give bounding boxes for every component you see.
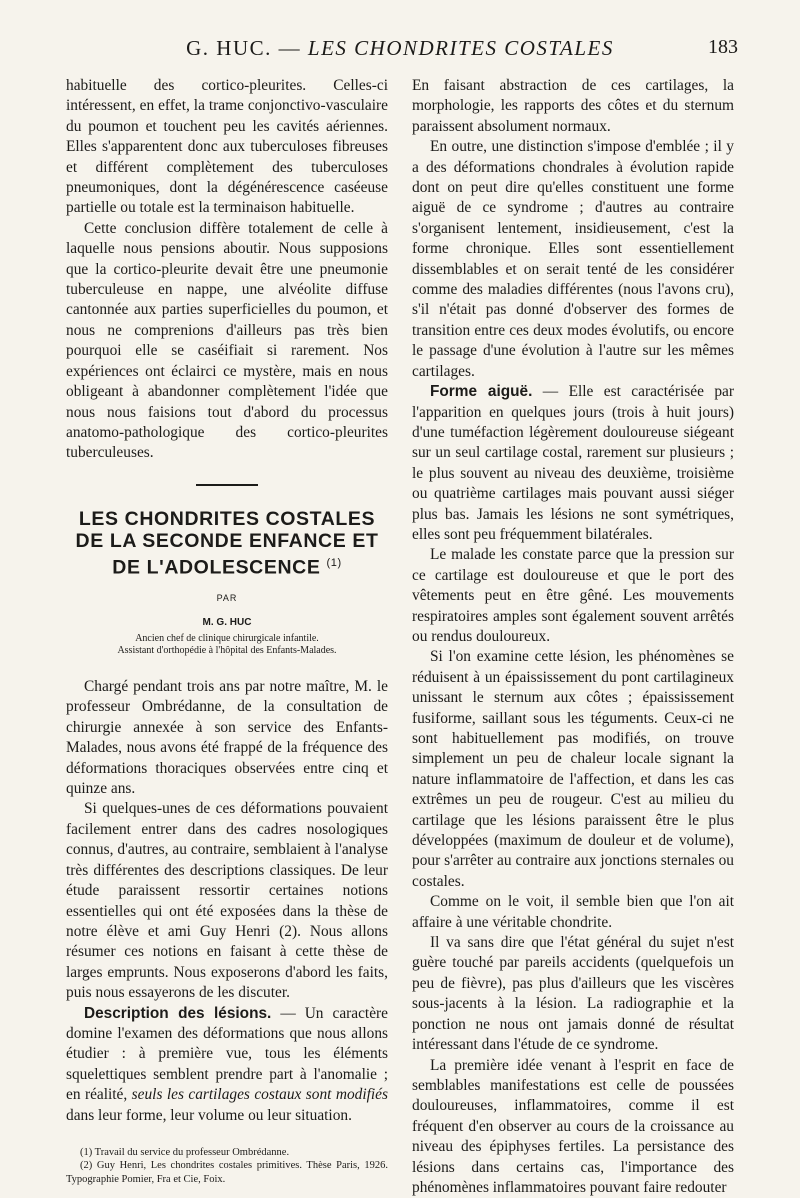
article-author: M. G. HUC: [66, 613, 388, 633]
left-paragraph-2: Cette conclusion diffère totalement de celle à laquelle nous pensions aboutir. Nous supposions que la cortico-pleurite devait être une pneumonie tuberculeuse en nappe, une alvéolite diffuse cantonnée aux parties superficielles du poumon, et nous ne comprenions d'ailleurs pas très bien pourquoi elle se caséifiait si rarement. Nos expériences ont éclairci ce mystère, mais en nous obligeant à abandonner complètement l'idée que nous nous faisions tout d'abord du processus anatomo-pathologique des cortico-pleurites tuberculeuses.: [66, 219, 388, 464]
right-paragraph-6: Comme on le voit, il semble bien que l'on ait affaire à une véritable chondrite.: [412, 892, 734, 933]
footnote-2: (2) Guy Henri, Les chondrites costales primitives. Thèse Paris, 1926. Typographie Pomier, Fra et Cie, Foix.: [66, 1159, 388, 1186]
right-paragraph-3: Forme aiguë. — Elle est caractérisée par l'apparition en quelques jours (trois à huit jours) d'une tuméfaction légèrement douloureuse siégeant sur un seul cartilage costal, rarement sur plusieurs ; le plus souvent au niveau des deuxième, troisième ou quatrième cartilages mais pouvant aussi siéger plus bas. Jamais les lésions ne sont symétriques, elles sont peu fréquemment bilatérales.: [412, 382, 734, 545]
left-paragraph-4: Si quelques-unes de ces déformations pouvaient facilement entrer dans des cadres nosologiques connus, d'autres, au contraire, semblaient à l'analyse très différentes des descriptions classiques. De leur étude paraissent ressortir certaines notions essentielles qui ont été exposées dans la thèse de notre élève et ami Guy Henri (2). Nous allons résumer ces notions en faisant à cette thèse de larges emprunts. Nous exposerons d'abord les faits, puis nous essayerons de les discuter.: [66, 799, 388, 1003]
author-affiliation-1: Ancien chef de clinique chirurgicale infantile.: [66, 633, 388, 645]
header-author: G. HUC.: [186, 36, 272, 60]
running-header: [66, 36, 734, 70]
article-title-footnote-ref: (1): [326, 557, 341, 569]
footnote-1: (1) Travail du service du professeur Ombrédanne.: [66, 1146, 388, 1159]
article-title: [66, 508, 388, 579]
right-paragraph-5: Si l'on examine cette lésion, les phénomènes se réduisent à un épaississement du pont cartilagineux unissant le sternum aux côtes ; épaississement fusiforme, saillant sous les téguments. Ceux-ci ne sont habituellement pas modifiés, on trouve simplement un peu de chaleur locale signant la nature inflammatoire de l'affection, et dans les cas extrêmes un peu de rougeur. C'est au milieu du cartilage que les lésions paraissent être le plus développées (maximum de douleur et de volume), pour s'arrêter au contraire aux jonctions sternales ou costales.: [412, 647, 734, 892]
description-heading: Description des lésions.: [84, 1005, 271, 1022]
header-dash: —: [272, 36, 308, 60]
left-paragraph-1: habituelle des cortico-pleurites. Celles-ci intéressent, en effet, la trame conjonctivo-vasculaire du poumon et touchent peu les cavités aériennes. Elles s'apparentent donc aux tuberculoses fibreuses et différent complètement des tuberculoses pneumoniques, dont la dégénérescence caséeuse partielle ou totale est la terminaison habituelle.: [66, 76, 388, 219]
section-divider: [196, 484, 258, 486]
right-paragraph-7: Il va sans dire que l'état général du sujet n'est guère touché par pareils accidents (quelquefois un peu de fièvre), pas plus d'ailleurs que les viscères sous-jacents à la lésion. La radiographie et la ponction ne nous ont jamais donné de résultat intéressant dans l'étude de ce syndrome.: [412, 933, 734, 1055]
right-paragraph-4: Le malade les constate parce que la pression sur ce cartilage est douloureuse et que le port des vêtements peut en être gêné. Les mouvements respiratoires amples sont également souvent arrêtés ou rendus douloureux.: [412, 545, 734, 647]
article-title-line-2: DE LA SECONDE ENFANCE ET: [66, 530, 388, 552]
right-paragraph-2: En outre, une distinction s'impose d'emblée ; il y a des déformations chondrales à évolution rapide dont on peut dire qu'elles constituent une forme aiguë de ce syndrome ; d'autres au contraire s'organisent lentement, insidieusement, c'est la forme chronique. Elles sont essentiellement dissemblables et on serait tenté de les considérer comme des maladies différentes (nous l'avons cru), s'il n'était pas donné d'observer des formes de transition entre ces deux modes évolutifs, ou encore le passage d'une évolution à l'autre sur les mêmes cartilages.: [412, 137, 734, 382]
article-title-line-1: LES CHONDRITES COSTALES: [66, 508, 388, 530]
byline-par: PAR: [66, 588, 388, 608]
article-title-line-3: DE L'ADOLESCENCE: [112, 556, 320, 578]
italic-emphasis: seuls les cartilages costaux sont modifiés: [132, 1086, 388, 1103]
author-affiliation-2: Assistant d'orthopédie à l'hôpital des Enfants-Malades.: [66, 645, 388, 657]
right-column: [412, 76, 734, 1198]
header-title: LES CHONDRITES COSTALES: [308, 36, 614, 60]
footnotes: [66, 1146, 388, 1186]
left-column: [66, 76, 388, 1186]
forme-aigue-heading: Forme aiguë.: [430, 383, 532, 400]
running-head-title: [66, 36, 734, 61]
left-paragraph-5: Description des lésions. — Un caractère domine l'examen des déformations que nous allons étudier : à première vue, tous les éléments squelettiques semblent prendre part à l'anomalie ; en réalité, seuls les cartilages costaux sont modifiés dans leur forme, leur volume ou leur situation.: [66, 1004, 388, 1126]
right-paragraph-1: En faisant abstraction de ces cartilages, la morphologie, les rapports des côtes et du sternum paraissent absolument normaux.: [412, 76, 734, 137]
right-paragraph-8: La première idée venant à l'esprit en face de semblables manifestations est celle de poussées douloureuses, inflammatoires, comme il est fréquent d'en observer au cours de la croissance au niveau des épiphyses fertiles. La persistance des lésions dans certains cas, l'importance des phénomènes inflammatoires pouvant faire redouter: [412, 1056, 734, 1198]
page-number: 183: [708, 36, 738, 59]
left-paragraph-3: Chargé pendant trois ans par notre maître, M. le professeur Ombrédanne, de la consultation de chirurgie annexée à son service des Enfants-Malades, nous avons été frappé de la fréquence des déformations thoraciques observées entre cinq et quinze ans.: [66, 677, 388, 799]
